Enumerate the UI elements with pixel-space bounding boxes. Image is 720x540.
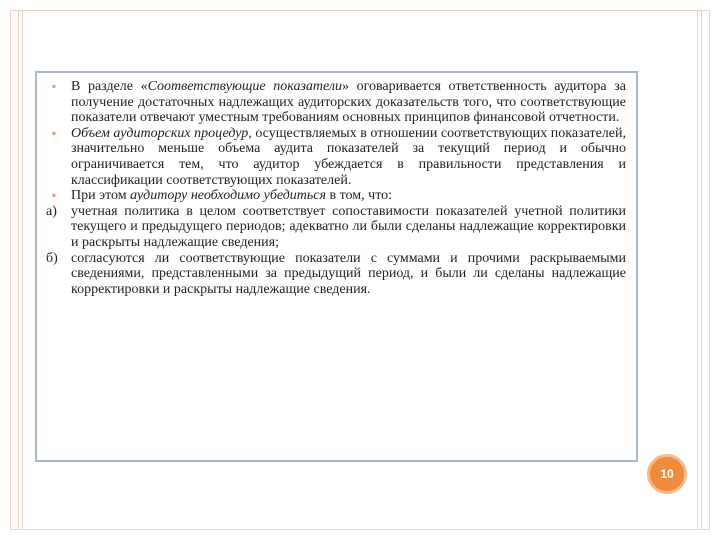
paragraph-text: в том, что:: [326, 188, 393, 204]
decor-line: [22, 10, 23, 530]
bullet-paragraph-3: [46, 188, 626, 204]
decor-line: [697, 10, 698, 530]
list-item-text: согласуются ли соответствующие показатели с суммами и прочими раскрываемыми сведениями, представленными за предыдущий период, и были ли сделаны надлежащие корректировки и раскрыты надлежащие сведения.: [71, 250, 626, 297]
list-marker: а): [46, 203, 57, 219]
bullet-icon: ▪: [51, 125, 57, 140]
page-number-badge: 10: [647, 454, 687, 494]
paragraph-text: При этом: [71, 188, 131, 204]
paragraph-italic: Соответствующие показатели: [147, 79, 342, 94]
bullet-icon: ▪: [51, 79, 57, 93]
bullet-icon: ▪: [51, 188, 57, 203]
list-item-text: учетная политика в целом соответствует сопоставимости показателей учетной политики текущего и предыдущего периодов; адекватно ли были сделаны надлежащие корректировки и раскрыты надлежащие сведения;: [71, 203, 626, 250]
list-marker: б): [46, 250, 58, 266]
paragraph-text: В разделе «: [71, 79, 148, 94]
slide-text: [46, 79, 626, 297]
paragraph-italic: аудитору необходимо убедиться: [130, 188, 327, 204]
list-item-b: [46, 251, 626, 298]
list-item-a: [46, 204, 626, 251]
paragraph-italic: Объем аудиторских процедур: [71, 125, 249, 141]
bullet-paragraph-1: [46, 79, 626, 126]
paragraph-text: » оговаривается ответственность аудитора за получение достаточных надлежащих аудиторских доказательств того, что соответствующие показатели отвечают уместным требованиям основных принципов финансовой отчетности.: [71, 79, 626, 126]
bullet-paragraph-2: [46, 126, 626, 188]
paragraph-text: , осуществляемых в отношении соответствующих показателей, значительно меньше объема аудита показателей за текущий период и обычно ограничивается тем, что аудитор убеждается в правильности представления и классификации соответствующих показателей.: [71, 125, 627, 188]
decor-line: [701, 10, 702, 530]
decor-line: [18, 10, 19, 530]
content-box: [35, 71, 638, 462]
